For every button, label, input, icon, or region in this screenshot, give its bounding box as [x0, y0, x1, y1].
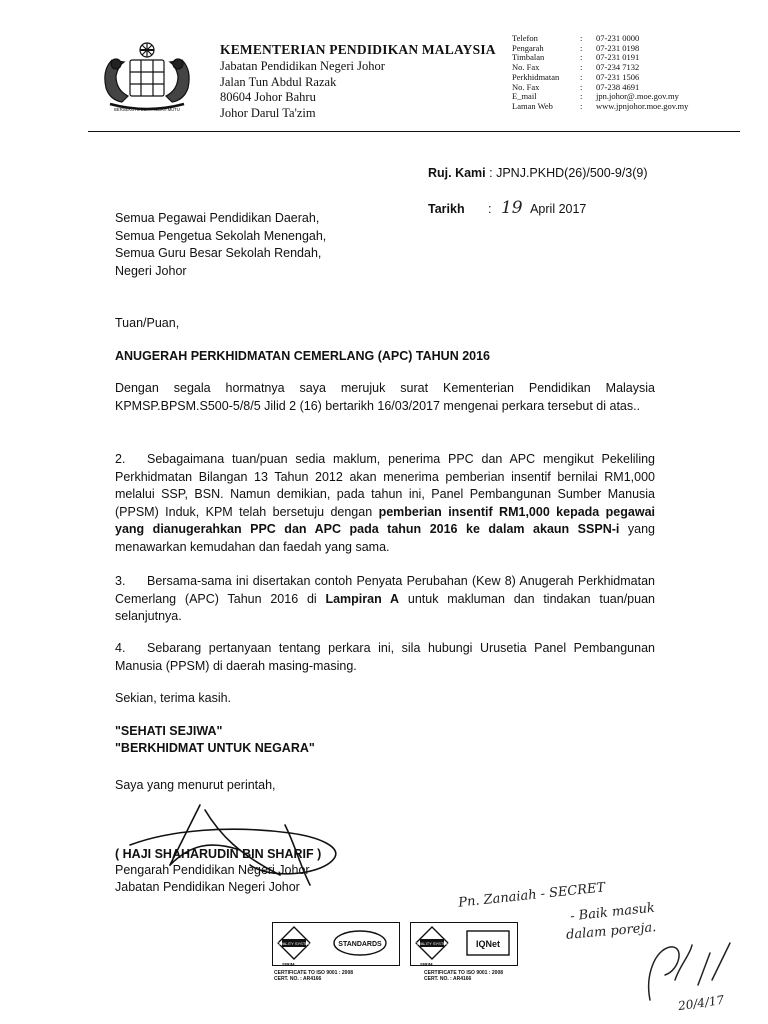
quality-system-icon	[414, 925, 450, 961]
contact-row: Timbalan : 07-231 0191	[512, 52, 640, 63]
subject-heading: ANUGERAH PERKHIDMATAN CEMERLANG (APC) TAHUN 2016	[115, 349, 491, 363]
paragraph-4: 4. Sebarang pertanyaan tentang perkara ini, sila hubungi Urusetia Panel Pembangunan Manusia (PPSM) di daerah masing-masing.	[115, 641, 655, 673]
address-line: Johor Darul Ta'zim	[220, 105, 316, 120]
closing-thanks: Sekian, terima kasih.	[115, 691, 232, 705]
certificate-caption: CERTIFICATE TO ISO 9001 : 2008 CERT. NO. : AR4166	[274, 970, 354, 982]
signatory-name: ( HAJI SHAHARUDIN BIN SHARIF )	[115, 847, 322, 861]
handwritten-note-line: Pn. Zanaiah - SECRET	[457, 880, 606, 911]
address-line: Jalan Tun Abdul Razak	[220, 74, 337, 89]
svg-text:STANDARDS: STANDARDS	[338, 941, 382, 948]
contact-row: No. Fax : 07-238 4691	[512, 81, 640, 92]
header-divider	[88, 131, 740, 132]
contact-row: No. Fax : 07-234 7132	[512, 62, 640, 73]
svg-text:QUALITY SYSTEM: QUALITY SYSTEM	[414, 941, 450, 946]
contact-row: Telefon : 07-231 0000	[512, 33, 640, 43]
certification-logo-group: QUALITY SYSTEM IQNet SIRIM	[410, 922, 518, 970]
handwritten-note-line: - Baik masuk	[569, 900, 656, 925]
contact-block	[512, 34, 688, 112]
letterhead-address	[220, 59, 385, 121]
paragraph-3: 3. Bersama-sama ini disertakan contoh Penyata Perubahan (Kew 8) Anugerah Perkhidmatan Cemerlang (APC) Tahun 2016 di Lampiran A untuk makluman dan tindakan tuan/puan selanjutnya.	[115, 574, 655, 623]
quality-system-icon	[276, 925, 312, 961]
contact-row: Perkhidmatan : 07-231 1506	[512, 71, 640, 82]
recipient-line: Semua Pengetua Sekolah Menengah,	[115, 228, 327, 243]
motto-line: "SEHATI SEJIWA"	[115, 724, 223, 738]
recipient-line: Negeri Johor	[115, 263, 187, 278]
address-line: Jabatan Pendidikan Negeri Johor	[220, 59, 385, 73]
date-day-handwritten: 19	[500, 198, 523, 218]
address-line: 80604 Johor Bahru	[220, 90, 316, 104]
handwritten-note-line: dalam poreja.	[565, 920, 657, 943]
signatory-title: Pengarah Pendidikan Negeri Johor	[115, 863, 310, 877]
certification-logo-group: QUALITY SYSTEM STANDARDS SIRIM	[272, 922, 400, 970]
motto-line: "BERKHIDMAT UNTUK NEGARA"	[115, 741, 315, 755]
svg-text:QUALITY SYSTEM: QUALITY SYSTEM	[276, 941, 312, 946]
salutation: Tuan/Puan,	[115, 316, 180, 330]
malaysia-coat-of-arms-icon	[92, 40, 202, 116]
recipient-block	[115, 210, 655, 280]
paragraph-intro: Dengan segala hormatnya saya merujuk surat Kementerian Pendidikan Malaysia KPMSP.BPSM.S500-5/8/5 Jilid 2 (16) bertarikh 16/03/2017 mengenai perkara tersebut di atas..	[115, 381, 655, 413]
signatory-department: Jabatan Pendidikan Negeri Johor	[115, 880, 300, 894]
recipient-line: Semua Pegawai Pendidikan Daerah,	[115, 211, 320, 225]
ministry-name: KEMENTERIAN PENDIDIKAN MALAYSIA	[220, 42, 496, 57]
recipient-line: Semua Guru Besar Sekolah Rendah,	[115, 246, 322, 260]
letter-date: Tarikh : 19 April 2017	[428, 198, 587, 218]
paragraph-2: 2. Sebagaimana tuan/puan sedia maklum, penerima PPC dan APC mengikut Pekeliling Perkhidmatan Bilangan 13 Tahun 2012 akan menerima pemberian insentif bernilai RM1,000 melalui SSP, BSN. Namun demikian, pada tahun ini, Panel Pembangunan Sumber Manusia (PPSM) Induk, KPM telah bersetuju dengan pemberian insentif RM1,000 kepada pegawai yang dianugerahkan PPC dan APC pada tahun 2016 ke dalam akaun SSPN-i yang menawarkan kemudahan dan faedah yang sama.	[115, 452, 655, 554]
reference-number: Ruj. Kami : JPNJ.PKHD(26)/500-9/3(9)	[428, 166, 648, 180]
certificate-caption: CERTIFICATE TO ISO 9001 : 2008 CERT. NO. : AR4166	[424, 970, 504, 982]
contact-row: Laman Web : www.jpnjohor.moe.gov.my	[512, 100, 689, 111]
svg-text:IQNet: IQNet	[475, 939, 501, 949]
iqnet-mark-icon	[466, 930, 510, 956]
handwritten-date: 20/4/17	[677, 992, 726, 1014]
crest-motto: BERSEKUTU BERTAMBAH MUTU	[114, 107, 180, 112]
standards-mark-icon	[332, 928, 388, 958]
closing-order: Saya yang menurut perintah,	[115, 778, 276, 792]
contact-row: E_mail : jpn.johor@.moe.gov.my	[512, 91, 679, 102]
contact-row: Pengarah : 07-231 0198	[512, 42, 640, 53]
